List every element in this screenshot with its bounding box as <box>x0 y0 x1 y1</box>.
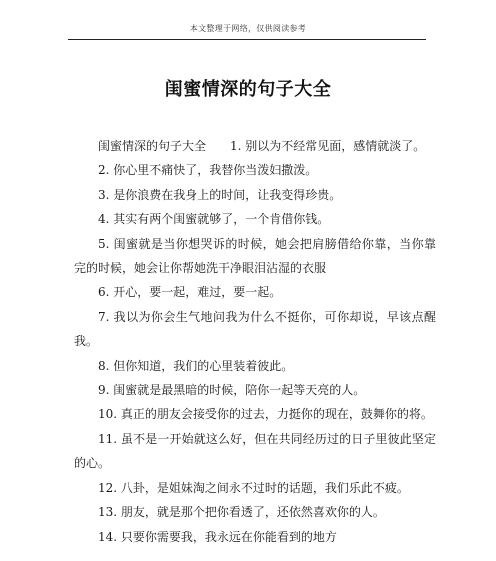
document-body <box>74 134 436 549</box>
header-divider <box>68 39 426 40</box>
header-note: 本文整理于网络，仅供阅读参考 <box>189 24 307 33</box>
list-item: 7. 我以为你会生气地问我为什么不挺你，可你却说，早该点醒我。 <box>74 309 436 349</box>
list-item: 5. 闺蜜就是当你想哭诉的时候，她会把肩膀借给你靠，当你靠完的时候，她会让你帮她洗干净眼泪沾湿的衣服 <box>74 236 436 276</box>
list-item: 13. 朋友，就是那个把你看透了，还依然喜欢你的人。 <box>98 505 385 520</box>
list-item: 3. 是你浪费在我身上的时间，让我变得珍贵。 <box>98 187 342 202</box>
list-item: 11. 虽不是一开始就这么好，但在共同经历过的日子里彼此坚定的心。 <box>74 431 436 471</box>
list-item: 12. 八卦，是姐妹淘之间永不过时的话题，我们乐此不疲。 <box>98 480 409 495</box>
list-item: 14. 只要你需要我，我永远在你能看到的地方 <box>98 529 337 544</box>
list-item: 6. 开心，要一起，难过，要一起。 <box>98 285 282 300</box>
list-item: 2. 你心里不痛快了，我替你当泼妇撒泼。 <box>98 163 318 178</box>
list-item: 4. 其实有两个闺蜜就够了，一个肯借你钱。 <box>98 212 330 227</box>
list-item: 8. 但你知道，我们的心里装着彼此。 <box>98 358 294 373</box>
list-item: 9. 闺蜜就是最黑暗的时候，陪你一起等天亮的人。 <box>98 383 366 398</box>
list-item: 10. 真正的朋友会接受你的过去，力挺你的现在，鼓舞你的将。 <box>98 407 433 422</box>
document-title: 闺蜜情深的句子大全 <box>164 79 332 100</box>
lead-paragraph: 闺蜜情深的句子大全 1. 别以为不经常见面，感情就淡了。 <box>98 139 426 153</box>
